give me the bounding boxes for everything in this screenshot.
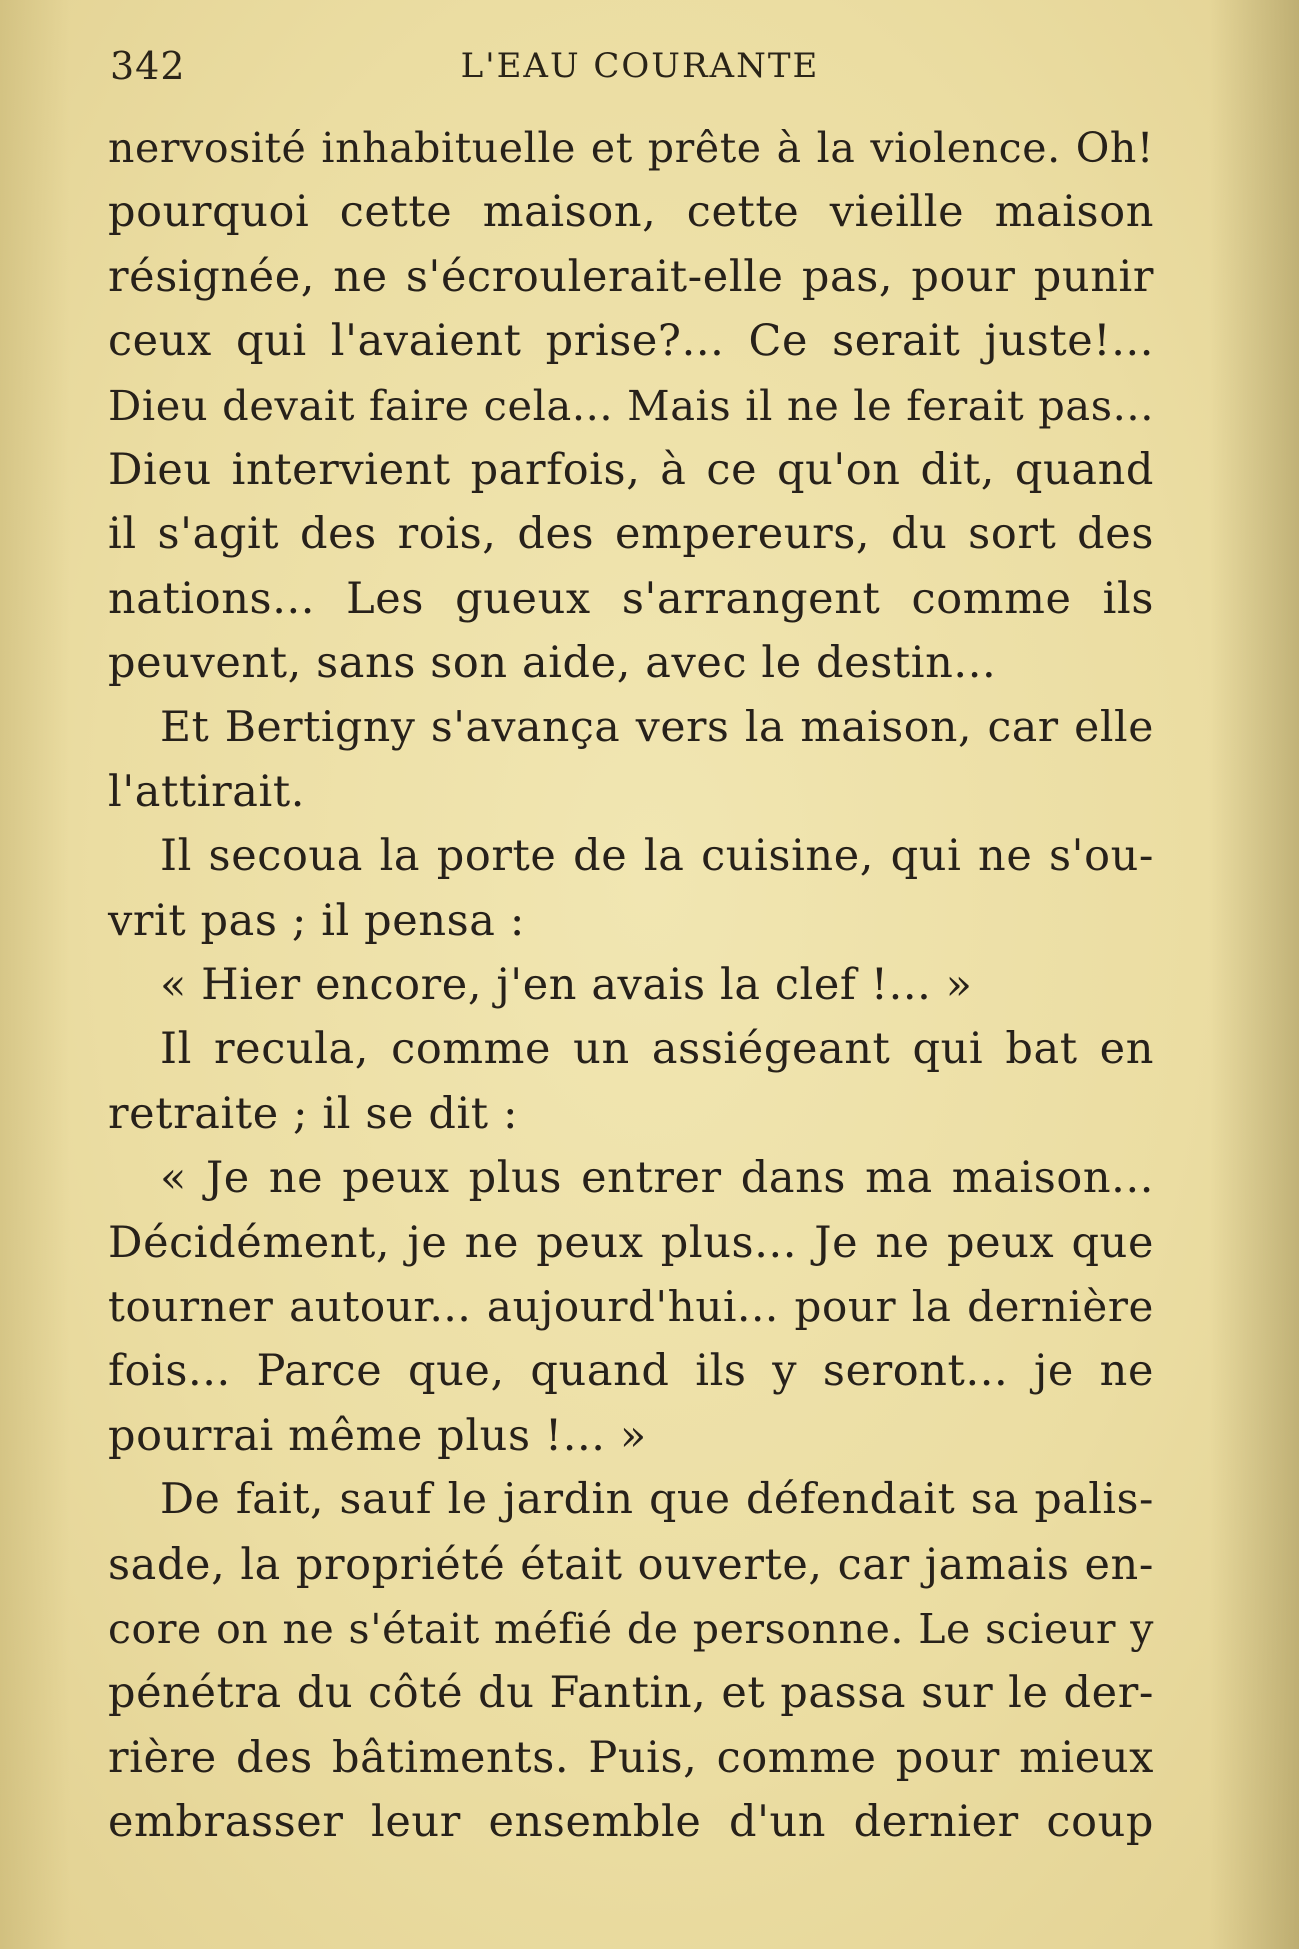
text-line: retraite ; il se dit : [108,1088,519,1139]
text-line: nervosité inhabituelle et prête à la violence. Oh! [108,124,1154,172]
text-line: Il secoua la porte de la cuisine, qui ne s'ou- [160,831,1154,882]
running-title: L'EAU COURANTE [460,46,820,86]
text-line: pourquoi cette maison, cette vieille maison [108,187,1154,238]
text-line: il s'agit des rois, des empereurs, du sort des [108,509,1154,560]
text-line: pénétra du côté du Fantin, et passa sur le der- [108,1668,1154,1719]
body-text [108,116,1154,1855]
text-line: Dieu intervient parfois, à ce qu'on dit, quand [108,444,1154,495]
text-line: vrit pas ; il pensa : [108,895,525,946]
text-line: fois... Parce que, quand ils y seront... je ne [108,1346,1154,1397]
text-line: sade, la propriété était ouverte, car jamais en- [108,1539,1154,1590]
text-line: nations... Les gueux s'arrangent comme ils [108,573,1154,624]
text-line: tourner autour... aujourd'hui... pour la dernière [108,1282,1154,1332]
page-shadow-left [0,0,70,1949]
text-line: « Je ne peux plus entrer dans ma maison... [160,1153,1154,1204]
text-line: l'attirait. [108,766,306,817]
text-line: ceux qui l'avaient prise?... Ce serait juste!... [108,316,1154,367]
text-line: De fait, sauf le jardin que défendait sa palis- [160,1475,1154,1525]
text-line: pourrai même plus !... » [108,1410,647,1461]
text-line: embrasser leur ensemble d'un dernier coup [108,1797,1154,1848]
text-line: Il recula, comme un assiégeant qui bat en [160,1024,1154,1075]
page-number: 342 [110,44,186,88]
text-line: rière des bâtiments. Puis, comme pour mieux [108,1732,1154,1783]
page-shadow-right [1209,0,1299,1949]
text-line: core on ne s'était méfié de personne. Le scieur y [108,1604,1154,1653]
text-line: résignée, ne s'écroulerait-elle pas, pour punir [108,251,1154,302]
text-line: peuvent, sans son aide, avec le destin... [108,638,997,689]
text-line: Décidément, je ne peux plus... Je ne peux que [108,1217,1154,1268]
running-head [110,36,1150,96]
text-line: « Hier encore, j'en avais la clef !... » [160,960,973,1011]
text-line: Dieu devait faire cela... Mais il ne le ferait pas... [108,380,1154,430]
text-line: Et Bertigny s'avança vers la maison, car elle [160,702,1154,752]
